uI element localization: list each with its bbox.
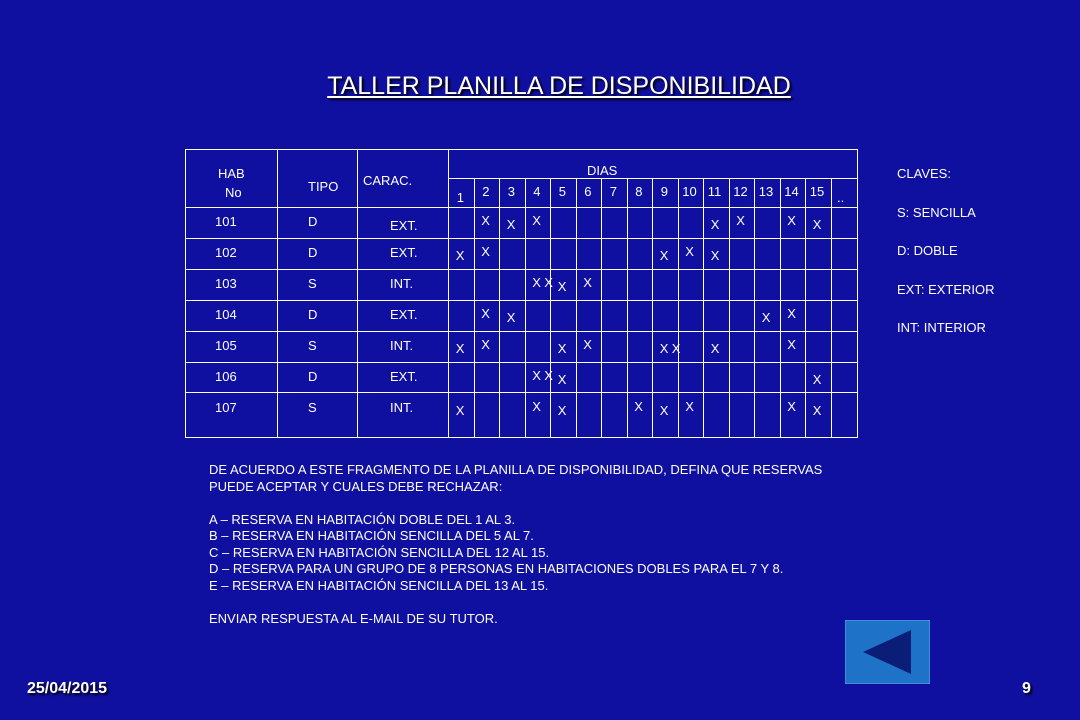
day-divider <box>474 178 475 438</box>
occupied-mark: X <box>685 398 694 414</box>
back-button[interactable] <box>845 620 930 684</box>
occupied-mark: X <box>659 248 669 264</box>
day-number: 5 <box>558 184 566 199</box>
occupied-mark: X <box>557 279 567 295</box>
claves-item: D: DOBLE <box>897 243 958 258</box>
table-border <box>857 149 858 438</box>
occupied-mark: X <box>583 275 592 291</box>
room-number: 105 <box>215 338 237 354</box>
occupied-mark: X <box>481 337 490 353</box>
occupied-mark: X <box>710 341 720 357</box>
room-carac: EXT. <box>390 218 418 234</box>
row-divider <box>185 238 858 239</box>
room-number: 104 <box>215 307 237 323</box>
room-carac: EXT. <box>390 307 418 323</box>
room-carac: INT. <box>390 338 414 354</box>
day-divider <box>754 178 755 438</box>
footer-date: 25/04/2015 <box>27 680 108 697</box>
occupied-mark: X <box>455 402 465 418</box>
instruction-line: B – RESERVA EN HABITACIÓN SENCILLA DEL 5 AL 7. <box>209 528 534 543</box>
instruction-line <box>209 594 822 611</box>
instruction-line <box>209 495 822 512</box>
day-divider <box>499 178 500 438</box>
availability-table <box>185 149 858 438</box>
occupied-mark: X <box>455 248 465 264</box>
occupied-mark: X <box>506 310 516 326</box>
header-carac: CARAC. <box>363 173 413 188</box>
room-number: 101 <box>215 214 237 230</box>
column-divider <box>448 149 449 438</box>
left-triangle-icon <box>845 620 930 684</box>
day-number: 3 <box>507 184 515 199</box>
room-type: S <box>308 399 317 415</box>
row-divider <box>185 207 858 208</box>
page-title: TALLER PLANILLA DE DISPONIBILIDAD <box>327 72 791 100</box>
header-hab: HAB <box>218 166 245 181</box>
occupied-mark: X <box>532 367 541 383</box>
occupied-mark: X <box>671 341 681 357</box>
day-divider <box>729 178 730 438</box>
occupied-mark: X <box>710 248 720 264</box>
occupied-mark: X <box>710 217 720 233</box>
occupied-mark: X <box>761 310 771 326</box>
occupied-mark: X <box>481 213 490 229</box>
day-number: 10 <box>682 184 697 199</box>
row-divider <box>185 392 858 393</box>
occupied-mark: X <box>455 341 465 357</box>
day-divider <box>703 178 704 438</box>
occupied-mark: X <box>787 337 796 353</box>
day-divider <box>805 178 806 438</box>
room-number: 107 <box>215 399 237 415</box>
occupied-mark: X <box>659 341 669 357</box>
day-divider <box>627 178 628 438</box>
header-no: No <box>225 185 242 200</box>
room-type: D <box>308 245 318 261</box>
claves-item: S: SENCILLA <box>897 205 976 220</box>
room-type: D <box>308 214 318 230</box>
room-carac: EXT. <box>390 245 418 261</box>
instruction-line: E – RESERVA EN HABITACIÓN SENCILLA DEL 13 AL 15. <box>209 577 549 593</box>
room-number: 102 <box>215 245 237 261</box>
room-type: S <box>308 276 317 292</box>
occupied-mark: X <box>557 341 567 357</box>
room-number: 103 <box>215 276 237 292</box>
header-more: .. <box>837 190 845 205</box>
occupied-mark: X <box>634 398 643 414</box>
claves-item: EXT: EXTERIOR <box>897 282 995 297</box>
occupied-mark: X <box>506 217 516 233</box>
row-divider <box>185 300 858 301</box>
day-number: 15 <box>809 184 825 199</box>
day-number: 12 <box>733 184 748 199</box>
occupied-mark: X <box>812 371 822 387</box>
occupied-mark: X <box>481 244 490 260</box>
occupied-mark: X <box>544 367 553 383</box>
occupied-mark: X <box>583 337 592 353</box>
day-number: 7 <box>609 184 617 199</box>
occupied-mark: X <box>481 306 490 322</box>
instruction-line: C – RESERVA EN HABITACIÓN SENCILLA DEL 12 AL 15. <box>209 544 550 560</box>
occupied-mark: X <box>787 213 796 229</box>
header-tipo: TIPO <box>308 179 339 194</box>
room-type: S <box>308 338 317 354</box>
occupied-mark: X <box>812 402 822 418</box>
column-divider <box>277 149 278 438</box>
occupied-mark: X <box>685 244 694 260</box>
day-number: 4 <box>533 184 541 199</box>
day-divider <box>652 178 653 438</box>
dias-divider <box>448 178 858 179</box>
occupied-mark: X <box>736 213 745 229</box>
instruction-line: ENVIAR RESPUESTA AL E-MAIL DE SU TUTOR. <box>209 610 498 626</box>
instruction-line: PUEDE ACEPTAR Y CUALES DEBE RECHAZAR: <box>209 478 503 494</box>
day-number: 2 <box>482 184 490 199</box>
claves-title: CLAVES: <box>897 166 951 181</box>
day-divider <box>831 178 832 438</box>
occupied-mark: X <box>812 217 822 233</box>
day-divider <box>601 178 602 438</box>
instruction-line: D – RESERVA PARA UN GRUPO DE 8 PERSONAS EN HABITACIONES DOBLES PARA EL 7 Y 8. <box>209 561 784 576</box>
day-divider <box>576 178 577 438</box>
occupied-mark: X <box>532 275 541 291</box>
day-number: 11 <box>707 184 722 199</box>
room-carac: INT. <box>390 399 414 415</box>
instruction-line: A – RESERVA EN HABITACIÓN DOBLE DEL 1 AL 3. <box>209 511 516 527</box>
claves-item: INT: INTERIOR <box>897 320 986 335</box>
row-divider <box>185 269 858 270</box>
day-number: 9 <box>660 184 668 199</box>
day-number: 14 <box>784 184 799 199</box>
day-number: 13 <box>758 184 774 199</box>
room-carac: INT. <box>390 276 414 292</box>
day-divider <box>780 178 781 438</box>
room-type: D <box>308 307 318 323</box>
room-type: D <box>308 368 318 384</box>
day-divider <box>678 178 679 438</box>
occupied-mark: X <box>532 213 541 229</box>
page-number: 9 <box>1022 680 1031 697</box>
occupied-mark: X <box>557 402 567 418</box>
header-dias: DIAS <box>587 163 618 178</box>
day-number: 6 <box>584 184 592 199</box>
room-carac: EXT. <box>390 368 418 384</box>
occupied-mark: X <box>787 306 796 322</box>
day-number: 8 <box>635 184 643 199</box>
day-number: 1 <box>456 190 464 205</box>
column-divider <box>357 149 358 438</box>
day-divider <box>550 178 551 438</box>
table-border <box>185 437 858 438</box>
occupied-mark: X <box>532 398 541 414</box>
occupied-mark: X <box>659 402 669 418</box>
occupied-mark: X <box>557 371 567 387</box>
instruction-line: DE ACUERDO A ESTE FRAGMENTO DE LA PLANILLA DE DISPONIBILIDAD, DEFINA QUE RESERVAS <box>209 462 823 477</box>
occupied-mark: X <box>544 275 553 291</box>
table-border <box>185 149 858 150</box>
table-border <box>185 149 186 438</box>
row-divider <box>185 362 858 363</box>
occupied-mark: X <box>787 398 796 414</box>
room-number: 106 <box>215 368 237 384</box>
row-divider <box>185 331 858 332</box>
day-divider <box>525 178 526 438</box>
instructions <box>209 462 822 627</box>
